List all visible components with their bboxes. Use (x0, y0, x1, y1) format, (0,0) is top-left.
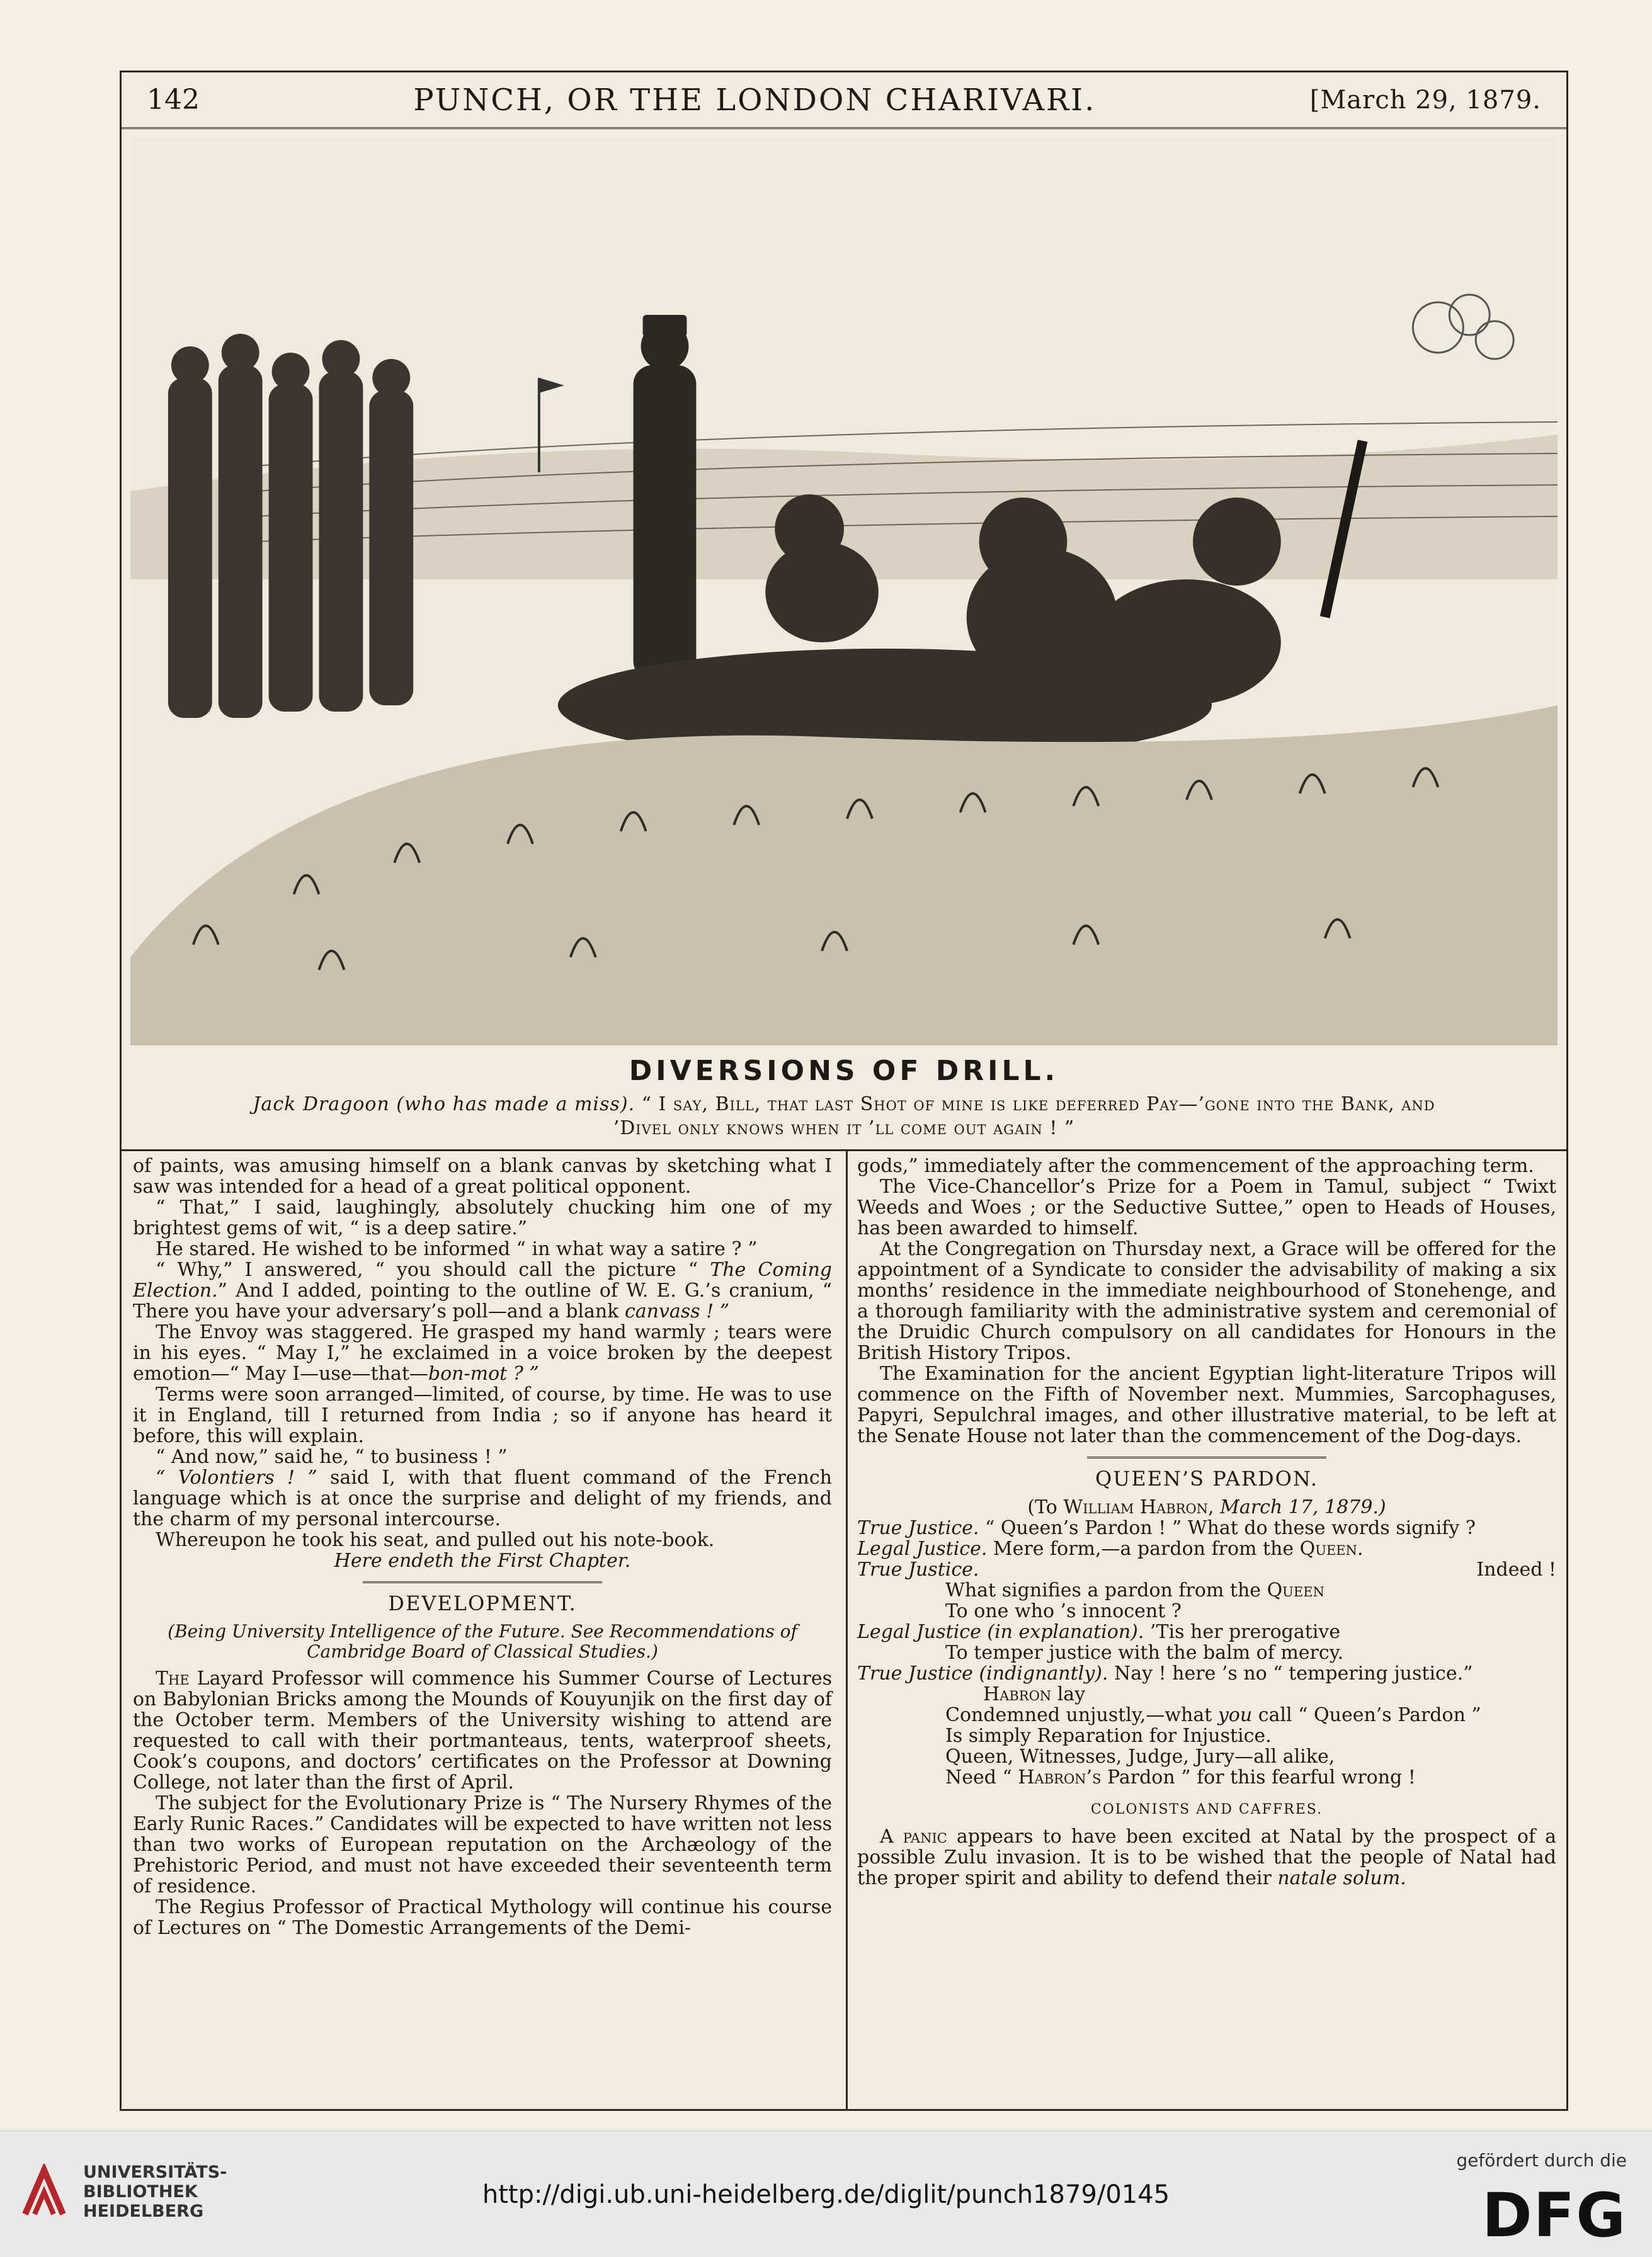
verse-line (857, 1663, 1556, 1684)
uni-name-line: BIBLIOTHEK (83, 2182, 198, 2202)
italic-run: canvass ! ” (624, 1300, 730, 1322)
caption-line-1: “ I say, Bill, that last Shot of mine is like deferred Pay—’gone into the Bank, and (641, 1093, 1435, 1115)
verse-line (857, 1580, 1556, 1601)
page-header (122, 72, 1566, 129)
page-number: 142 (147, 84, 200, 116)
italic-run: natale solum. (1277, 1867, 1406, 1889)
text-run: lay (1051, 1683, 1086, 1705)
section-title-queens-pardon: QUEEN’S PARDON. (1095, 1467, 1318, 1491)
text-run: The Envoy was staggered. He grasped my hand warmly ; tears were in his eyes. “ May I,” he exclaimed in a voice broken by the deepest emotion—“ May I—use—that— (133, 1321, 832, 1385)
italic-run: you (1217, 1704, 1253, 1726)
small-caps-run: Queen. (1299, 1538, 1364, 1560)
engraving-image (130, 139, 1558, 1045)
speaker: True Justice. (857, 1559, 979, 1581)
paragraph (133, 1668, 832, 1793)
verse-line (857, 1705, 1556, 1725)
text-run: said I, with that fluent command of the French language which is at once the surprise and delight of my friends, and the charm of my personal intercourse. (133, 1467, 832, 1530)
text-run: Nay ! here ’s no “ tempering justice.” (1108, 1663, 1473, 1685)
paragraph: The Vice-Chancellor’s Prize for a Poem in Tamul, subject “ Twixt Weeds and Woes ; or the Seductive Suttee,” open to Heads of Houses, has been awarded to himself. (857, 1176, 1556, 1239)
verse-line (857, 1518, 1556, 1538)
section-title-development: DEVELOPMENT. (388, 1591, 577, 1615)
paragraph: “ That,” I said, laughingly, absolutely chucking him one of my brightest gems of wit, “ is a deep satire.” (133, 1197, 832, 1239)
speaker: Legal Justice (in explanation). (857, 1621, 1144, 1643)
text-run: “ Queen’s Pardon ! ” What do these words signify ? (979, 1517, 1476, 1539)
italic-run: March 17, 1879.) (1214, 1496, 1386, 1518)
verse-line (857, 1767, 1556, 1788)
paragraph: The Regius Professor of Practical Mythology will continue his course of Lectures on “ The Domestic Arrangements of the Demi- (133, 1896, 832, 1939)
speaker: True Justice. (857, 1517, 979, 1539)
paragraph: The Examination for the ancient Egyptian light-literature Tripos will commence on the Fifth of November next. Mummies, Sarcophaguses, Papyri, Sepulchral images, and other illustrative material, to be left at the Senate House not later than the commencement of the Dog-days. (857, 1363, 1556, 1447)
uni-name-line: HEIDELBERG (83, 2202, 204, 2221)
small-caps-run: A panic (880, 1826, 947, 1848)
verse-block (857, 1518, 1556, 1788)
caption-line-2: ’Divel only knows when it ’ll come out again ! ” (613, 1117, 1075, 1139)
paragraph (133, 1467, 832, 1530)
small-caps-run: Habron (983, 1683, 1052, 1705)
italic-run: “ Volontiers ! ” (156, 1467, 317, 1489)
source-url-link[interactable]: http://digi.ub.uni-heidelberg.de/diglit/punch1879/0145 (482, 2180, 1170, 2209)
right-column (857, 1156, 1556, 1889)
paragraph (857, 1826, 1556, 1889)
column-divider (846, 1151, 848, 2109)
issue-date: [March 29, 1879. (1309, 85, 1541, 115)
chapter-end: Here endeth the First Chapter. (334, 1550, 631, 1572)
verse-line (857, 1684, 1556, 1705)
text-run: Indeed ! (1476, 1559, 1556, 1581)
text-run: Need “ (945, 1766, 1018, 1788)
small-caps-run: The (156, 1668, 190, 1690)
cartoon-illustration (130, 139, 1558, 1045)
italic-run: bon-mot ? ” (428, 1363, 539, 1385)
verse-line (857, 1559, 1556, 1580)
speaker: True Justice (indignantly). (857, 1663, 1108, 1685)
paragraph: gods,” immediately after the commencement of the approaching term. (857, 1155, 1534, 1177)
section-subtitle: (Being University Intelligence of the Future. See Recommendations of Cambridge Board of Classical Studies.) (168, 1621, 797, 1662)
paragraph: The subject for the Evolutionary Prize is “ The Nursery Rhymes of the Early Runic Races.” Candidates will be expected to have written not less than two works of European reputation on the Archæology of the Prehistoric Period, and must not have exceeded their seventeenth term of residence. (133, 1792, 832, 1897)
uni-name-line: UNIVERSITÄTS- (83, 2163, 227, 2182)
text-run: “ Why,” I answered, “ you should call the picture “ (156, 1259, 710, 1281)
masthead: PUNCH, OR THE LONDON CHARIVARI. (413, 82, 1097, 118)
newspaper-page (120, 71, 1568, 2111)
column-top-rule (122, 1149, 1566, 1151)
text-run: call “ Queen’s Pardon ” (1252, 1704, 1481, 1726)
dfg-logo[interactable]: DFG (1481, 2180, 1627, 2251)
italic-run: The Coming Election. (133, 1259, 832, 1302)
text-run: Pardon ” for this fearful wrong ! (1101, 1766, 1416, 1788)
paragraph: Whereupon he took his seat, and pulled out his note-book. (156, 1529, 715, 1551)
section-rule (363, 1581, 602, 1583)
section-rule (1087, 1457, 1326, 1458)
small-caps-run: Queen (1267, 1579, 1324, 1601)
cartoon-caption (159, 1093, 1529, 1140)
text-run: Layard Professor will commence his Summer Course of Lectures on Babylonian Bricks among the Mounds of Kouyunjik on the first day of the October term. Members of the University wishing to attend are requested to call with their portmanteaus, tents, waterproof sheets, Cook’s coupons, and doctors’ certificates on the Professor at Downing College, not later than the first of April. (133, 1668, 832, 1794)
paragraph: of paints, was amusing himself on a blank canvas by sketching what I saw was intended for a head of a great political opponent. (133, 1155, 832, 1198)
verse-line: Is simply Reparation for Injustice. (945, 1725, 1272, 1747)
text-run: Condemned unjustly,—what (945, 1704, 1218, 1726)
text-run: What signifies a pardon from the (945, 1579, 1267, 1601)
text-run: (To (1027, 1496, 1064, 1518)
speaker: Legal Justice. (857, 1538, 988, 1560)
paragraph: Terms were soon arranged—limited, of course, by time. He was to use it in England, till I returned from India ; so if anyone has heard it before, this will explain. (133, 1384, 832, 1447)
verse-line (857, 1538, 1556, 1559)
text-run: Mere form,—a pardon from the (987, 1538, 1300, 1560)
verse-line: Queen, Witnesses, Judge, Jury—all alike, (945, 1746, 1335, 1768)
section-dedication (857, 1497, 1556, 1518)
paragraph: At the Congregation on Thursday next, a Grace will be offered for the appointment of a Syndicate to consider the advisability of making a six months’ residence in the immediate neighbourhood of Stonehenge, and a thorough familiarity with the administrative system and ceremonial of the Druidic Church compulsory on all candidates for Honours in the British History Tripos. (857, 1238, 1556, 1364)
funding-note: gefördert durch die (1456, 2150, 1627, 2171)
text-run: appears to have been excited at Natal by the prospect of a possible Zulu invasion. It is to be wished that the people of Natal had the proper spirit and ability to defend their (857, 1826, 1556, 1889)
library-footer (0, 2130, 1652, 2257)
text-run: ’Tis her prerogative (1144, 1621, 1341, 1643)
paragraph (133, 1259, 832, 1322)
small-caps-run: Habron’s (1018, 1766, 1102, 1788)
verse-line (857, 1622, 1556, 1642)
paragraph: He stared. He wished to be informed “ in what way a satire ? ” (156, 1238, 758, 1260)
paragraph: “ And now,” said he, “ to business ! ” (156, 1446, 508, 1468)
text-run: ” And I added, pointing to the outline of W. E. G.’s cranium, “ There you have your adversary’s poll—and a blank (133, 1280, 832, 1322)
verse-line: To one who ’s innocent ? (945, 1600, 1182, 1622)
section-title-colonists: COLONISTS AND CAFFRES. (1090, 1802, 1323, 1817)
cartoon-title: DIVERSIONS OF DRILL. (629, 1055, 1059, 1087)
small-caps-run: William Habron, (1063, 1496, 1214, 1518)
verse-line: To temper justice with the balm of mercy. (945, 1642, 1344, 1664)
paragraph (133, 1322, 832, 1384)
caption-speaker: Jack Dragoon (who has made a miss). (253, 1093, 635, 1115)
left-column (133, 1156, 832, 1938)
